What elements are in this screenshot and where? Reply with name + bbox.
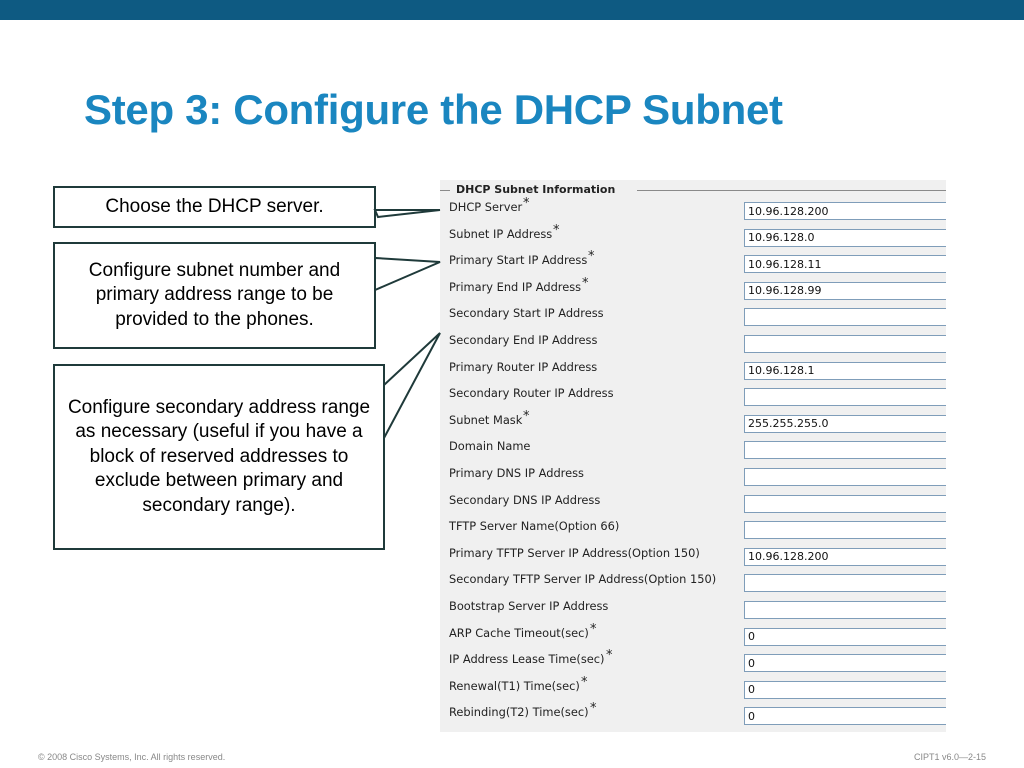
field-label: Primary End IP Address xyxy=(449,279,582,294)
required-marker: * xyxy=(590,621,597,637)
field-label: Rebinding(T2) Time(sec) xyxy=(449,705,589,720)
field-label: ARP Cache Timeout(sec) xyxy=(449,625,589,640)
field-label: Primary Router IP Address xyxy=(449,359,598,374)
callout-primary-range: Configure subnet number and primary address range to be provided to the phones. xyxy=(53,242,376,349)
field-label: IP Address Lease Time(sec) xyxy=(449,652,605,667)
field-label: Primary Start IP Address xyxy=(449,253,588,268)
field-label: Subnet Mask xyxy=(449,412,523,427)
field-label: Secondary DNS IP Address xyxy=(449,492,601,507)
field-label: Secondary Start IP Address xyxy=(449,306,604,321)
field-label: DHCP Server xyxy=(449,200,523,214)
required-marker: * xyxy=(606,648,613,664)
field-label: TFTP Server Name(Option 66) xyxy=(449,519,620,534)
required-marker: * xyxy=(553,222,560,238)
required-marker: * xyxy=(523,196,530,211)
field-label: Primary TFTP Server IP Address(Option 150) xyxy=(449,545,700,560)
slide-title: Step 3: Configure the DHCP Subnet xyxy=(84,86,783,133)
field-label: Renewal(T1) Time(sec) xyxy=(449,678,580,693)
field-label: Bootstrap Server IP Address xyxy=(449,599,609,613)
required-marker: * xyxy=(581,674,588,690)
field-label: Primary DNS IP Address xyxy=(449,466,584,480)
required-marker: * xyxy=(588,249,595,265)
required-marker: * xyxy=(582,275,589,291)
field-label: Domain Name xyxy=(449,439,531,454)
pointer-to-dhcp-server xyxy=(375,210,440,217)
callout-choose-server: Choose the DHCP server. xyxy=(53,186,376,228)
field-label: Secondary Router IP Address xyxy=(449,386,614,401)
required-marker: * xyxy=(590,701,597,717)
pointer-to-primary-range xyxy=(375,258,440,290)
field-label: Subnet IP Address xyxy=(449,226,553,241)
field-label: Secondary End IP Address xyxy=(449,333,598,347)
field-label: Secondary TFTP Server IP Address(Option 150) xyxy=(449,572,717,587)
fieldset-legend: DHCP Subnet Information xyxy=(456,183,616,196)
required-marker: * xyxy=(523,408,530,424)
footer-slide-number: CIPT1 v6.0—2-15 xyxy=(913,752,986,762)
pointer-to-secondary-range xyxy=(384,333,440,438)
footer-copyright: © 2008 Cisco Systems, Inc. All rights reserved. xyxy=(38,752,226,762)
callout-secondary-range: Configure secondary address range as necessary (useful if you have a block of reserved addresses to exclude between primary and secondary range). xyxy=(53,364,385,550)
